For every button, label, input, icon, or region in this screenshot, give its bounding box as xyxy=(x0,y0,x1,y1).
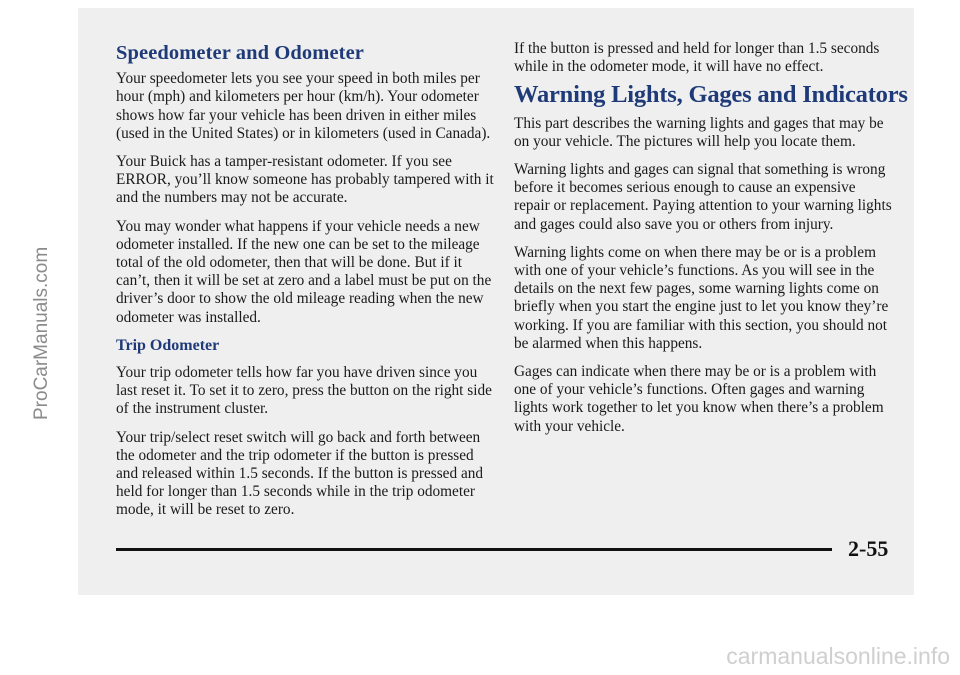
paragraph: If the button is pressed and held for longer than 1.5 seconds while in the odometer mode, it will have no effect. xyxy=(514,40,880,76)
paragraph: You may wonder what happens if your vehicle needs a new odometer installed. If the new one can be set to the mileage total of the old odometer, then that will be done. But if it can’t, then it will be set at zero and a label must be put on the driver’s door to show the old mileage reading when the new odometer was installed. xyxy=(116,217,492,326)
left-column xyxy=(116,38,494,530)
paragraph: Gages can indicate when there may be or is a problem with one of your vehicle’s functions. Often gages and warning lights work together to let you know when there’s a problem with your vehicle. xyxy=(514,363,884,435)
footer-watermark: carmanualsonline.info xyxy=(726,643,950,669)
paragraph: Warning lights come on when there may be or is a problem with one of your vehicle’s functions. As you will see in the details on the next few pages, some warning lights come on briefly when you start the engine just to let you know they’re working. If you are familiar with this section, you should not be alarmed when this happens. xyxy=(514,243,889,352)
speedometer-heading: Speedometer and Odometer xyxy=(116,42,364,64)
warning-lights-heading: Warning Lights, Gages and Indicators xyxy=(514,81,908,109)
paragraph: Warning lights and gages can signal that something is wrong before it becomes serious enough to cause an expensive repair or replacement. Paying attention to your warning lights and gages could also save you or others from injury. xyxy=(514,161,892,233)
paragraph: Your Buick has a tamper-resistant odometer. If you see ERROR, you’ll know someone has probably tampered with it and the numbers may not be accurate. xyxy=(116,153,494,207)
page-number: 2-55 xyxy=(848,536,889,561)
paragraph: Your trip odometer tells how far you have driven since you last reset it. To set it to zero, press the button on the right side of the instrument cluster. xyxy=(116,364,492,418)
side-watermark: ProCarManuals.com xyxy=(31,246,52,420)
paragraph: This part describes the warning lights and gages that may be on your vehicle. The pictures will help you locate them. xyxy=(514,114,884,150)
paragraph: Your trip/select reset switch will go back and forth between the odometer and the trip odometer if the button is pressed and released within 1.5 seconds. If the button is pressed and held for longer than 1.5 seconds while in the trip odometer mode, it will be reset to zero. xyxy=(116,428,484,519)
trip-odometer-heading: Trip Odometer xyxy=(116,336,220,354)
right-column xyxy=(514,40,908,446)
footer-rule xyxy=(116,548,832,551)
manual-page xyxy=(78,8,914,595)
paragraph: Your speedometer lets you see your speed in both miles per hour (mph) and kilometers per hour (km/h). Your odometer shows how far your vehicle has been driven in either miles (used in the United States) or in kilometers (used in Canada). xyxy=(116,70,491,142)
